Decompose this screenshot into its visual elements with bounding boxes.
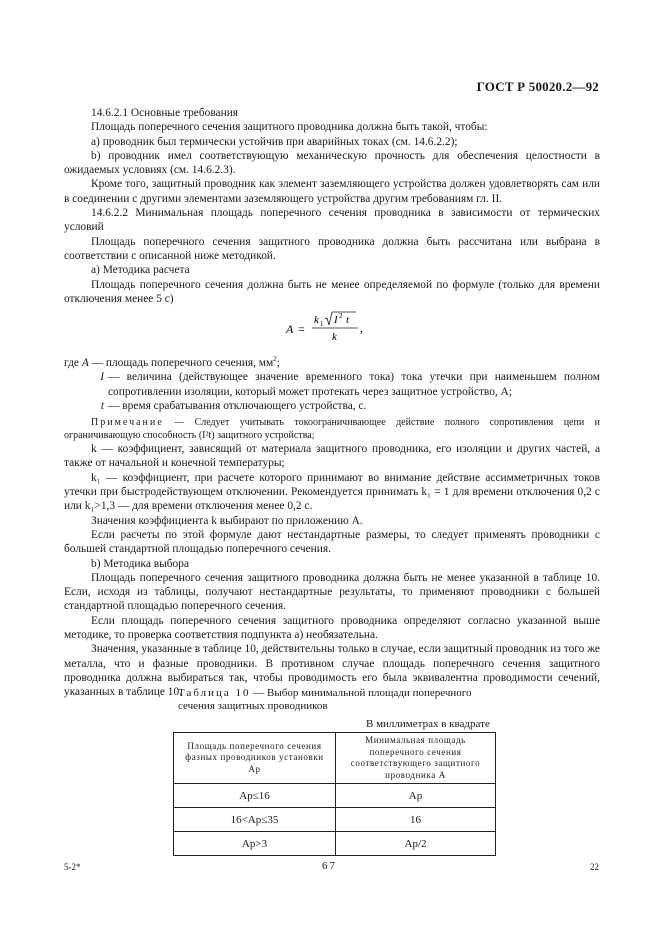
table-row [174, 808, 496, 832]
column-header: Площадь поперечного сечения фазных проводников установки Ap [174, 733, 336, 784]
def-sup: 2 [273, 355, 277, 364]
def-end: ; [276, 356, 280, 369]
paragraph: k — коэффициент, зависящий от материала защитного проводника, его изоляции и других частей, а также от начальной и конечной температуры; [64, 443, 600, 470]
page-number: 67 [322, 860, 337, 872]
note-label: Примечание [91, 417, 164, 429]
formula-lhs: A [286, 322, 294, 337]
paragraph: a) проводник был термически устойчив при аварийных токах (см. 14.6.2.2); [91, 135, 458, 148]
def-text: — площадь поперечного сечения, мм [91, 356, 274, 369]
paragraph: a) Методика расчета [91, 264, 190, 277]
paragraph: Значения коэффициента k выбирают по приложению А. [91, 514, 363, 527]
paragraph: Если расчеты по этой формуле дают нестандартные размеры, то следует применять проводники с большей стандартной площадью поперечного сечения. [64, 528, 600, 556]
footer-right: 22 [590, 862, 599, 872]
def-text: — величина (действующее значение временного тока) тока утечки при наименьшем полном сопротивлении изоляции, который может протекать через защитное устройство, А; [108, 371, 600, 398]
table-caption [178, 687, 508, 713]
definition-t [64, 399, 600, 413]
paragraph: Площадь поперечного сечения должна быть не менее определяемой по формуле (только для времени отключения менее 5 с) [64, 278, 600, 305]
note [64, 416, 600, 442]
paragraph: b) Методика выбора [91, 557, 189, 570]
formula-num-k: k [314, 314, 319, 327]
paragraph: k₁ — коэффициент, при расчете которого принимают во внимание действие ассимметричных токов утечки при быстродействующем отключении. Рекомендуется принимать k₁ = 1 для времени отключения 0,2 с или k₁>1,3 — для времени отключения менее 0,2 с. [64, 471, 600, 513]
table-caption-label: Таблица 10 [178, 687, 251, 699]
def-symbol: t [100, 399, 104, 412]
table-cell: Ap/2 [336, 832, 496, 856]
standard-code: ГОСТ Р 50020.2—92 [476, 79, 599, 94]
def-symbol: I [100, 371, 104, 384]
footer-left: 5-2* [64, 862, 81, 872]
table-cell: Ap>3 [174, 832, 336, 856]
table-caption-text: — Выбор минимальной площади поперечного сечения защитных проводников [178, 687, 472, 712]
paragraph: Площадь поперечного сечения защитного проводника должна быть такой, чтобы: [91, 121, 488, 134]
table-cell: Ap≤16 [174, 784, 336, 808]
formula-den: k [332, 331, 337, 344]
paragraph: Значения, указанные в таблице 10, действительны только в случае, если защитный проводник из того же металла, что и фазные проводники. В противном случае площадь поперечного сечения защитного проводника должна выбираться так, чтобы проводимость его была эквивалентна проводимости сечений, указанных в таблице 10. [64, 643, 600, 699]
paragraph: Кроме того, защитный проводник как элемент заземляющего устройства должен удовлетворять сам или в соединении с другими элементами заземляющего устройства другим требованиям гл. II. [64, 178, 600, 205]
note-text: — Следует учитывать токоограничивающее действие полного сопротивления цепи и ограничивающую способность (I²t) защитного устройства; [64, 417, 600, 442]
paragraph: b) проводник имел соответствующую механическую прочность для обеспечения целостности в ожидаемых условиях (см. 14.6.2.3). [64, 149, 600, 177]
paragraph: 14.6.2.2 Минимальная площадь поперечного сечения проводника в зависимости от термических условий [64, 207, 600, 234]
paragraph: Площадь поперечного сечения защитного проводника должна быть рассчитана или выбрана в соответствии с описанной ниже методикой. [64, 235, 600, 262]
table-cell: 16 [336, 808, 496, 832]
formula-trail: , [360, 321, 363, 336]
formula-radicand-exp: 2 [339, 312, 343, 321]
where-prefix: где [64, 356, 79, 369]
definition-I [64, 370, 600, 399]
table-row [174, 832, 496, 856]
table-cell: Ap [336, 784, 496, 808]
formula-radicand-i: I [334, 314, 338, 327]
body-text [64, 106, 600, 699]
def-symbol: A [81, 356, 89, 369]
table-cell: 16<Ap≤35 [174, 808, 336, 832]
definition-A [64, 352, 600, 370]
formula-radicand-t: t [346, 314, 350, 327]
formula [64, 311, 600, 345]
column-header: Минимальная площадь поперечного сечения соответствующего защитного проводника A [336, 733, 496, 784]
table-units: В миллиметрах в квадрате [366, 718, 490, 730]
paragraph: Если площадь поперечного сечения защитного проводника определяют согласно указанной выше методике, то проверка соответствия подпункта a) необязательна. [64, 614, 600, 641]
paragraph: Площадь поперечного сечения защитного проводника должна быть не менее указанной в таблице 10. Если, исходя из таблицы, получают нестандартные результаты, то применяют проводники с большей стандартной площадью поперечного сечения. [64, 571, 600, 613]
data-table [173, 732, 496, 856]
table-row [174, 784, 496, 808]
formula-eq: = [298, 322, 305, 337]
section-title: 14.6.2.1 Основные требования [91, 107, 239, 119]
def-text: — время срабатывания отключающего устройства, с. [108, 399, 367, 412]
formula-graphic [284, 311, 394, 345]
formula-num-k-sub: 1 [320, 320, 324, 329]
table-header-row [174, 733, 496, 784]
